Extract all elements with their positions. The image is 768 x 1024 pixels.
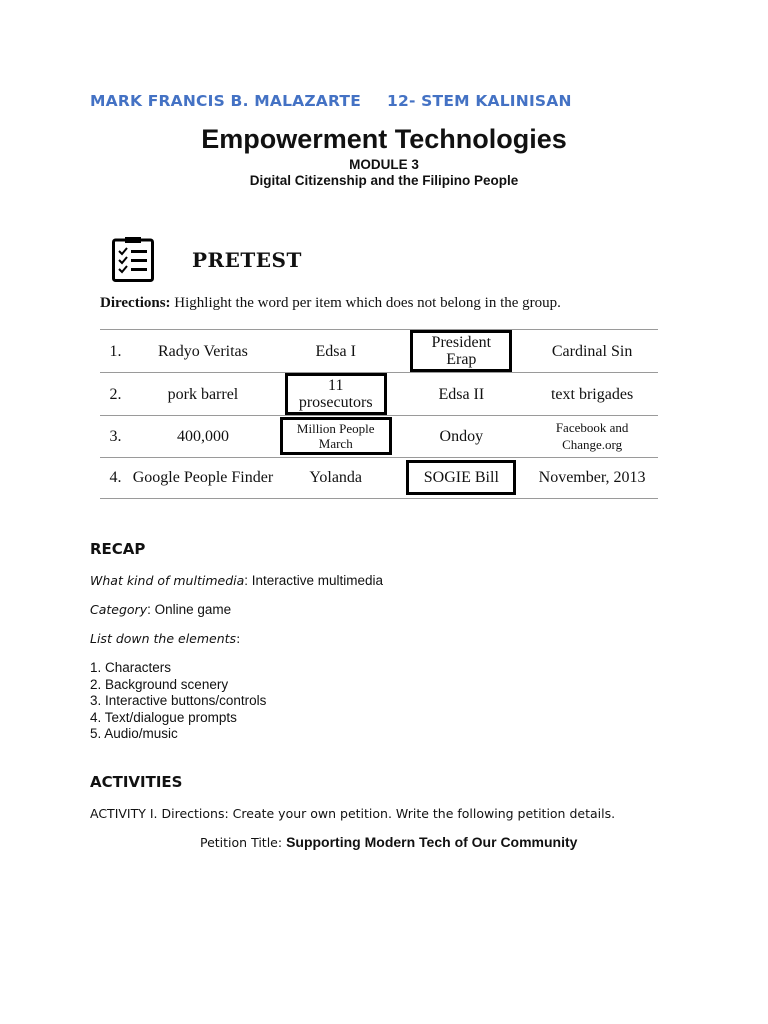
petition-title-label: Petition Title: xyxy=(200,835,287,850)
module-subtitle: Digital Citizenship and the Filipino People xyxy=(249,173,519,188)
table-cell xyxy=(396,330,526,373)
table-cell: Edsa II xyxy=(396,373,526,416)
document-title: Empowerment Technologies xyxy=(201,124,567,154)
table-cell: Facebook and Change.org xyxy=(526,416,658,458)
table-cell: pork barrel xyxy=(131,373,275,416)
item-number: 2. xyxy=(100,373,131,416)
table-cell xyxy=(396,457,526,499)
table-row xyxy=(100,416,658,458)
student-section: 12- STEM KALINISAN xyxy=(386,92,572,110)
table-row xyxy=(100,457,658,499)
pretest-heading: PRETEST xyxy=(192,248,302,272)
table-cell: Ondoy xyxy=(396,416,526,458)
student-info xyxy=(90,92,572,110)
item-number: 3. xyxy=(100,416,131,458)
table-row xyxy=(100,373,658,416)
highlighted-answer: Million People March xyxy=(280,417,392,455)
table-cell: Edsa I xyxy=(275,330,396,373)
recap-multimedia xyxy=(90,573,383,588)
list-item: 3. Interactive buttons/controls xyxy=(90,693,267,708)
elements-colon: : xyxy=(236,631,241,646)
table-cell: 400,000 xyxy=(131,416,275,458)
table-cell: Radyo Veritas xyxy=(131,330,275,373)
activity-one-directions: ACTIVITY I. Directions: Create your own petition. Write the following petition details. xyxy=(90,806,616,821)
list-item: 5. Audio/music xyxy=(90,726,178,741)
checklist-icon xyxy=(112,237,154,282)
petition-title xyxy=(200,834,577,850)
table-cell: November, 2013 xyxy=(526,457,658,499)
table-cell: text brigades xyxy=(526,373,658,416)
elements-label: List down the elements xyxy=(90,631,237,646)
highlighted-answer: President Erap xyxy=(410,330,512,372)
multimedia-value: : Interactive multimedia xyxy=(244,573,384,588)
multimedia-label: What kind of multimedia xyxy=(90,573,245,588)
list-item: 1. Characters xyxy=(90,660,172,675)
table-cell: Cardinal Sin xyxy=(526,330,658,373)
category-label: Category xyxy=(90,602,148,617)
list-item: 4. Text/dialogue prompts xyxy=(90,709,237,725)
student-name: MARK FRANCIS B. MALAZARTE xyxy=(90,92,361,110)
category-value: : Online game xyxy=(147,602,232,617)
directions-text: Highlight the word per item which does not belong in the group. xyxy=(170,295,561,311)
item-number: 1. xyxy=(100,330,131,373)
list-item: 2. Background scenery xyxy=(90,676,229,692)
module-label: MODULE 3 xyxy=(349,157,419,172)
petition-title-value: Supporting Modern Tech of Our Community xyxy=(286,834,578,850)
directions-label: Directions: xyxy=(100,295,171,311)
highlighted-answer: 11 prosecutors xyxy=(285,373,387,415)
elements-list xyxy=(90,660,266,743)
highlighted-answer: SOGIE Bill xyxy=(406,460,516,495)
recap-elements-prompt xyxy=(90,631,240,646)
item-number: 4. xyxy=(100,457,131,499)
pretest-directions xyxy=(100,295,670,312)
activities-heading: ACTIVITIES xyxy=(90,773,183,791)
recap-category xyxy=(90,602,231,617)
table-row xyxy=(100,330,658,373)
pretest-table xyxy=(100,329,658,499)
table-cell: Yolanda xyxy=(275,457,396,499)
table-cell xyxy=(275,416,396,458)
recap-heading: RECAP xyxy=(90,540,146,558)
table-cell: Google People Finder xyxy=(131,457,275,499)
table-cell xyxy=(275,373,396,416)
